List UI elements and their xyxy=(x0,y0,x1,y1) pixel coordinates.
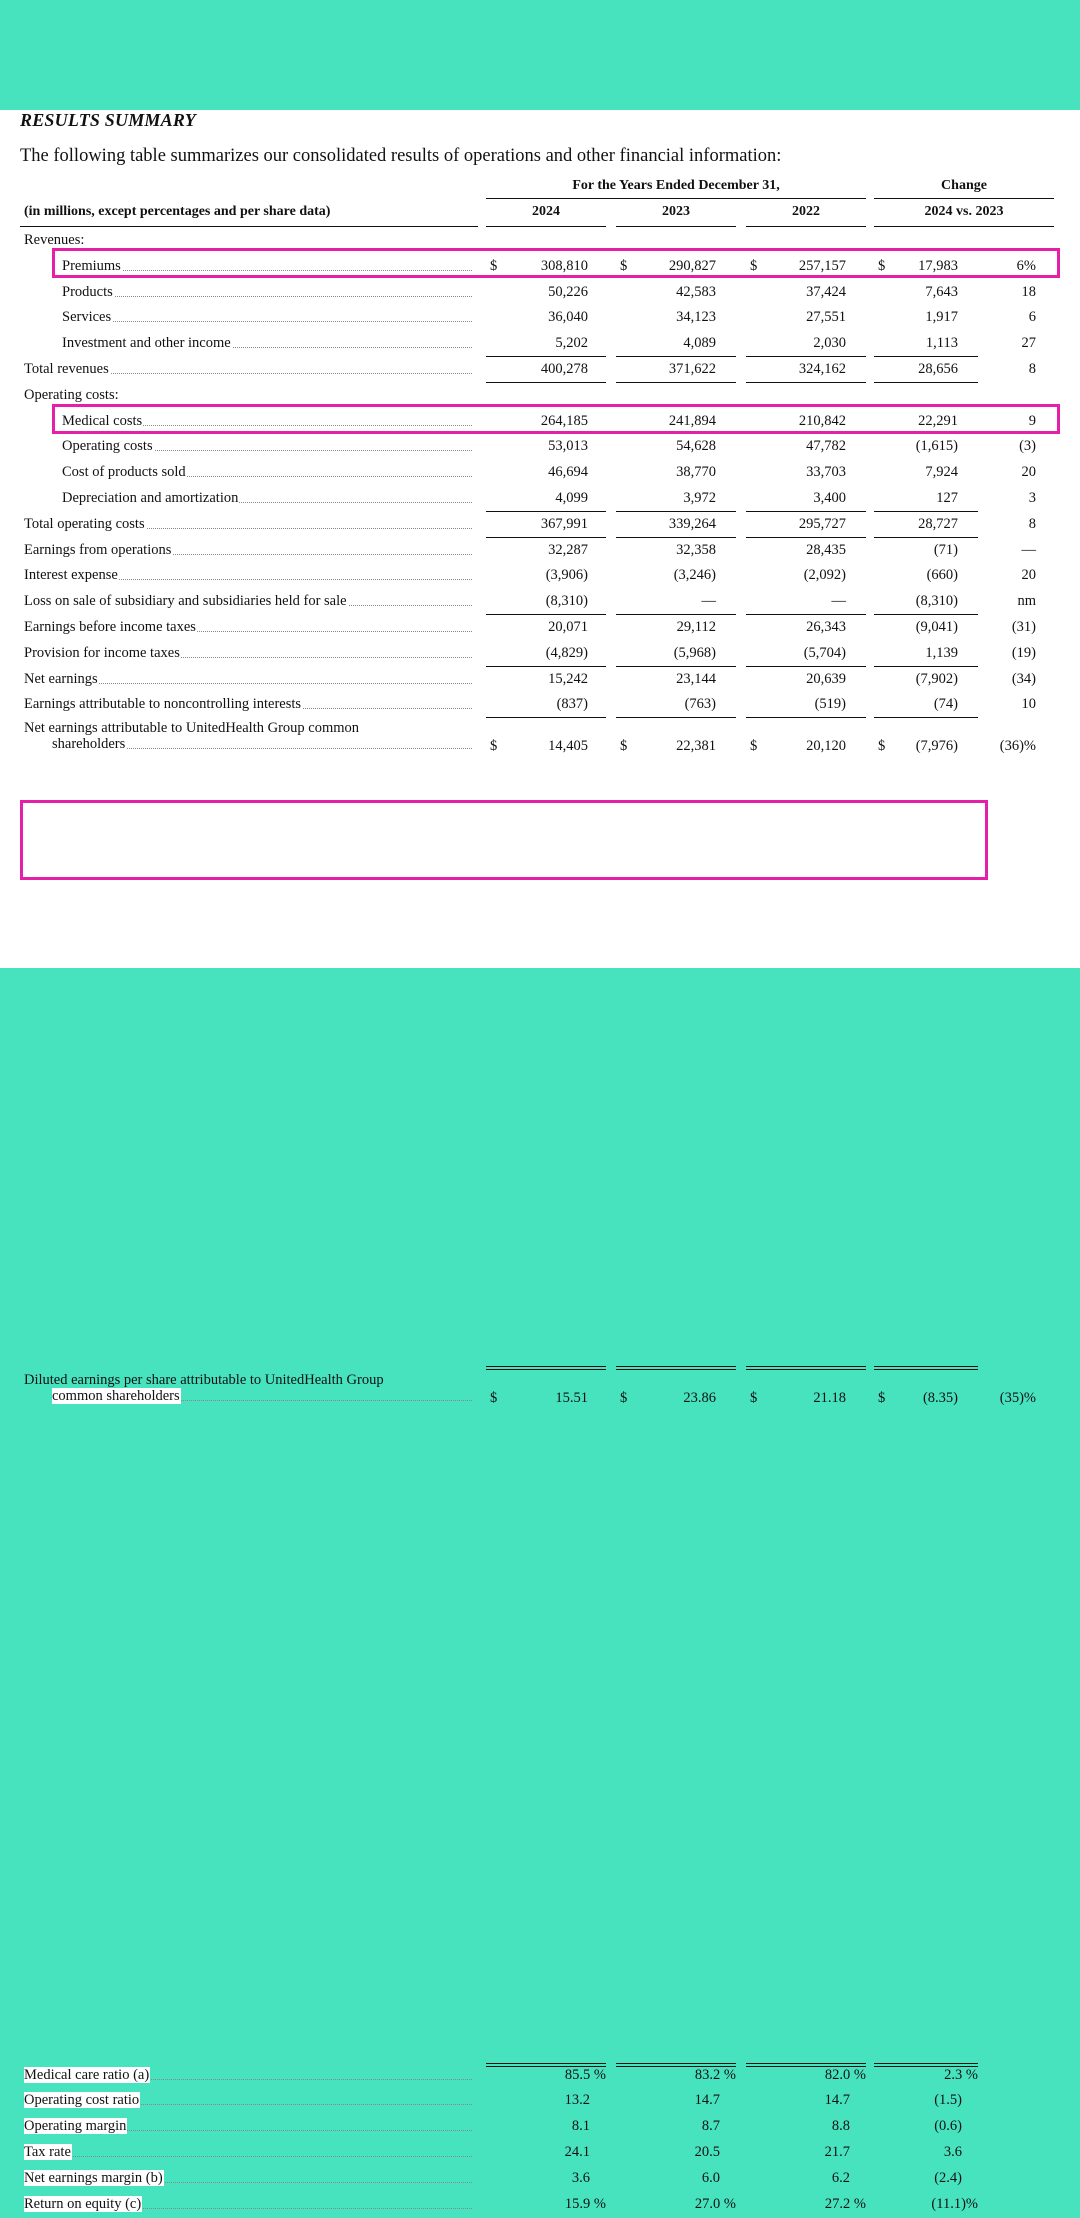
table-row xyxy=(0,667,1080,693)
cell-1: 38,770 xyxy=(676,464,716,481)
table-row-diluted-eps xyxy=(0,1370,1080,2212)
cell-2: — xyxy=(831,593,846,610)
cell-1: 8.7 xyxy=(701,2118,720,2135)
cell-4: 9 xyxy=(1028,412,1036,429)
cell-0: 264,185 xyxy=(540,412,588,429)
row-label-text: Depreciation and amortization xyxy=(62,490,239,506)
cell-0: 400,278 xyxy=(540,361,588,377)
table-row-ratio xyxy=(0,2114,1080,2140)
cell-3: (660) xyxy=(926,567,958,584)
cell-4: (35)% xyxy=(999,1390,1036,1407)
cell-0: (3,906) xyxy=(545,567,588,584)
cell-1: 42,583 xyxy=(676,283,716,300)
row-label-text: Medical costs xyxy=(62,412,143,429)
cell-4: (34) xyxy=(1011,670,1036,687)
row-label xyxy=(24,2092,472,2109)
cell-1: 4,089 xyxy=(683,335,716,352)
cell-1: 54,628 xyxy=(676,438,716,455)
header-rule-2023 xyxy=(616,226,736,227)
cell-4: 8 xyxy=(1028,515,1036,532)
cell-0: (837) xyxy=(556,696,588,713)
cell-2: 2,030 xyxy=(813,335,846,352)
cell-1: 6.0 xyxy=(701,2169,720,2186)
cell-0: 50,226 xyxy=(548,283,588,300)
header-period: For the Years Ended December 31, xyxy=(572,178,780,193)
cell-4: (31) xyxy=(1011,619,1036,635)
highlight-medical-costs xyxy=(52,404,1060,434)
header-2023: 2023 xyxy=(662,204,690,219)
table-row xyxy=(0,460,1080,486)
cell-0: 32,287 xyxy=(548,541,588,558)
cell-3: 1,917 xyxy=(925,309,958,326)
cell-1: 83.2 % xyxy=(694,2066,736,2083)
header-2022: 2022 xyxy=(792,204,820,219)
header-rule-change xyxy=(874,226,1054,227)
leader-dots xyxy=(62,296,472,297)
cell-4: 20 xyxy=(1021,567,1036,584)
cell-1: 20.5 xyxy=(694,2143,720,2160)
table-row xyxy=(0,280,1080,306)
cell-3: 17,983 xyxy=(918,257,958,274)
cell-0: 15.9 % xyxy=(564,2195,606,2212)
row-label-text: common shareholders xyxy=(52,1388,180,1405)
row-label xyxy=(24,567,472,584)
cell-0: 46,694 xyxy=(548,464,588,481)
cell-4: 6 xyxy=(1028,309,1036,326)
row-label-text: Investment and other income xyxy=(62,335,231,352)
cell-4: 6% xyxy=(1016,257,1036,274)
cell-2: 37,424 xyxy=(806,283,846,300)
table-row-net-earnings-ugh xyxy=(0,718,1080,2212)
row-label xyxy=(62,464,472,481)
row-label-text: Premiums xyxy=(62,257,121,274)
cell-1: 290,827 xyxy=(668,257,716,274)
cell-1: 32,358 xyxy=(676,541,716,558)
cell-1: 23.86 xyxy=(683,1390,716,1407)
header-2024: 2024 xyxy=(532,204,560,219)
row-label-text: Earnings before income taxes xyxy=(24,619,196,635)
currency-symbol: $ xyxy=(490,738,498,755)
bottom-band xyxy=(0,968,1080,1080)
double-rule xyxy=(616,1366,736,1367)
row-label-text: Products xyxy=(62,283,113,300)
cell-3: (7,976) xyxy=(915,738,958,755)
cell-1: 29,112 xyxy=(676,619,716,635)
table-row xyxy=(0,692,1080,718)
cell-2: 82.0 % xyxy=(824,2066,866,2083)
cell-3: (9,041) xyxy=(915,619,958,635)
cell-3: 7,924 xyxy=(925,464,958,481)
row-label-text: Operating margin xyxy=(24,2118,127,2135)
row-label xyxy=(24,619,472,636)
cell-3: 28,727 xyxy=(918,515,958,532)
cell-0: 367,991 xyxy=(540,515,588,532)
cell-0: 36,040 xyxy=(548,309,588,326)
row-label xyxy=(62,335,472,352)
cell-0: 3.6 xyxy=(571,2169,590,2186)
cell-2: 21.7 xyxy=(824,2143,850,2160)
row-label-text: Operating cost ratio xyxy=(24,2092,140,2109)
cell-3: (1.5) xyxy=(934,2092,962,2109)
leader-dots xyxy=(24,2156,472,2157)
cell-3: 3.6 xyxy=(943,2143,962,2160)
row-label-text: Operating costs xyxy=(62,438,153,455)
cell-4: nm xyxy=(1017,593,1036,610)
cell-3: (8,310) xyxy=(915,593,958,610)
table-row-ratio xyxy=(0,2088,1080,2114)
row-label xyxy=(24,232,472,249)
cell-1: (5,968) xyxy=(673,644,716,661)
cell-2: 8.8 xyxy=(831,2118,850,2135)
row-label xyxy=(24,2196,472,2213)
cell-1: 22,381 xyxy=(676,738,716,755)
currency-symbol: $ xyxy=(490,257,498,274)
table-row-ratio xyxy=(0,2166,1080,2192)
cell-0: 5,202 xyxy=(555,335,588,352)
row-label-line1: Diluted earnings per share attributable to UnitedHealth Group xyxy=(24,1372,384,1389)
cell-2: 257,157 xyxy=(798,257,846,274)
cell-4: 27 xyxy=(1021,335,1036,352)
row-label xyxy=(24,516,472,533)
row-label xyxy=(62,490,472,507)
currency-symbol: $ xyxy=(750,738,758,755)
cell-3: (7,902) xyxy=(915,670,958,687)
cell-3: 1,113 xyxy=(925,335,958,352)
row-label xyxy=(24,387,472,404)
row-label-text: Revenues: xyxy=(24,232,85,248)
row-label-line2 xyxy=(52,1388,472,1405)
row-label xyxy=(24,361,472,378)
cell-2: (519) xyxy=(814,696,846,713)
cell-3: (71) xyxy=(933,541,958,558)
row-label xyxy=(24,671,472,688)
cell-4: 8 xyxy=(1028,361,1036,377)
cell-2: 324,162 xyxy=(798,361,846,377)
header-change-rule xyxy=(874,198,1054,199)
header-change-sub: 2024 vs. 2023 xyxy=(924,204,1004,219)
header-period-rule xyxy=(486,198,866,199)
table-row xyxy=(0,357,1080,383)
cell-1: 339,264 xyxy=(668,515,716,532)
cell-1: 27.0 % xyxy=(694,2195,736,2212)
cell-0: (4,829) xyxy=(545,644,588,661)
row-label-text: Earnings attributable to noncontrolling interests xyxy=(24,696,302,713)
row-label-text: Net earnings xyxy=(24,670,98,687)
highlight-premiums xyxy=(52,248,1060,278)
row-label-text: Cost of products sold xyxy=(62,464,186,481)
cell-3: 2.3 % xyxy=(944,2066,978,2083)
cell-4: 3 xyxy=(1028,490,1036,506)
cell-1: 34,123 xyxy=(676,309,716,326)
cell-4: (3) xyxy=(1019,438,1036,455)
cell-1: 371,622 xyxy=(668,361,716,377)
highlight-ratios xyxy=(20,800,988,880)
header-change: Change xyxy=(941,178,987,193)
cell-3: 1,139 xyxy=(925,644,958,661)
row-label-line2 xyxy=(52,736,472,753)
cell-2: 210,842 xyxy=(798,412,846,429)
cell-4: 18 xyxy=(1021,283,1036,300)
cell-3: (2.4) xyxy=(934,2169,962,2186)
row-label-text: Interest expense xyxy=(24,567,118,584)
cell-0: 85.5 % xyxy=(564,2066,606,2083)
cell-0: 13.2 xyxy=(564,2092,590,2109)
header-rule-2022 xyxy=(746,226,866,227)
row-label-text: Net earnings margin (b) xyxy=(24,2169,163,2186)
cell-3: (8.35) xyxy=(922,1390,958,1407)
cell-2: 28,435 xyxy=(806,541,846,558)
cell-2: 21.18 xyxy=(813,1390,846,1407)
cell-3: 22,291 xyxy=(918,412,958,429)
cell-0: 20,071 xyxy=(548,619,588,635)
table-row xyxy=(0,641,1080,667)
cell-4: — xyxy=(1021,541,1036,558)
section-title: RESULTS SUMMARY xyxy=(20,110,196,130)
header-rule-units xyxy=(20,226,478,227)
cell-0: 8.1 xyxy=(571,2118,590,2135)
cell-2: 295,727 xyxy=(798,515,846,532)
cell-0: 24.1 xyxy=(564,2143,590,2160)
leader-dots xyxy=(62,321,472,322)
cell-0: 14,405 xyxy=(548,738,588,755)
table-row-ratio xyxy=(0,2192,1080,2218)
currency-symbol: $ xyxy=(620,738,628,755)
cell-3: (0.6) xyxy=(934,2118,962,2135)
row-label-text: shareholders xyxy=(52,736,126,753)
cell-2: 33,703 xyxy=(806,464,846,481)
cell-2: 14.7 xyxy=(824,2092,850,2109)
row-label-text: Total revenues xyxy=(24,361,109,377)
table-row xyxy=(0,563,1080,589)
cell-2: 27.2 % xyxy=(824,2195,866,2212)
cell-1: 23,144 xyxy=(676,670,716,687)
cell-4: (19) xyxy=(1011,644,1036,661)
cell-3: 127 xyxy=(936,490,958,506)
cell-4: 10 xyxy=(1021,696,1036,713)
currency-symbol: $ xyxy=(878,738,886,755)
cell-1: — xyxy=(701,593,716,610)
cell-1: (763) xyxy=(684,696,716,713)
cell-3: (1,615) xyxy=(915,438,958,455)
cell-0: 15.51 xyxy=(555,1390,588,1407)
cell-2: 20,120 xyxy=(806,738,846,755)
currency-symbol: $ xyxy=(878,1390,886,1407)
currency-symbol: $ xyxy=(490,1390,498,1407)
cell-2: 26,343 xyxy=(806,619,846,635)
row-label xyxy=(24,542,472,559)
row-label xyxy=(24,2067,472,2084)
cell-2: (5,704) xyxy=(803,644,846,661)
cell-2: (2,092) xyxy=(803,567,846,584)
row-label-text: Operating costs: xyxy=(24,386,119,403)
table-row xyxy=(0,512,1080,538)
table-row-ratio xyxy=(0,2140,1080,2166)
row-label xyxy=(62,284,472,301)
row-label-text: Loss on sale of subsidiary and subsidiaries held for sale xyxy=(24,593,347,610)
cell-2: 20,639 xyxy=(806,670,846,687)
row-label xyxy=(24,593,472,610)
double-rule xyxy=(874,1366,978,1367)
table-row xyxy=(0,305,1080,331)
cell-0: (8,310) xyxy=(545,593,588,610)
cell-3: 28,656 xyxy=(918,361,958,377)
row-label xyxy=(24,2144,472,2161)
cell-0: 308,810 xyxy=(540,257,588,274)
table-row-ratio xyxy=(0,2063,1080,2089)
cell-3: (74) xyxy=(933,696,958,713)
cell-3: (11.1)% xyxy=(931,2195,978,2212)
cell-0: 15,242 xyxy=(548,670,588,687)
top-band xyxy=(0,0,1080,110)
currency-symbol: $ xyxy=(750,257,758,274)
row-label xyxy=(24,2170,472,2187)
table-row xyxy=(0,486,1080,512)
header-units: (in millions, except percentages and per share data) xyxy=(24,204,331,219)
document-page xyxy=(0,110,1080,2212)
table-row xyxy=(0,434,1080,460)
row-label-text: Services xyxy=(62,309,112,326)
table-row xyxy=(0,589,1080,615)
row-label xyxy=(24,2118,472,2135)
cell-1: (3,246) xyxy=(673,567,716,584)
cell-1: 3,972 xyxy=(683,490,716,506)
double-rule xyxy=(746,1366,866,1367)
table-row xyxy=(0,538,1080,564)
cell-0: 4,099 xyxy=(555,490,588,506)
intro-text: The following table summarizes our consolidated results of operations and other financial information: xyxy=(20,146,782,166)
currency-symbol: $ xyxy=(750,1390,758,1407)
cell-0: 53,013 xyxy=(548,438,588,455)
header-rule-2024 xyxy=(486,226,606,227)
row-label xyxy=(62,438,472,455)
table-row xyxy=(0,615,1080,641)
row-label-text: Medical care ratio (a) xyxy=(24,2066,150,2083)
cell-2: 27,551 xyxy=(806,309,846,326)
cell-3: 7,643 xyxy=(925,283,958,300)
cell-4: 20 xyxy=(1021,464,1036,481)
row-label-text: Earnings from operations xyxy=(24,541,172,558)
double-rule xyxy=(486,1366,606,1367)
row-label-text: Tax rate xyxy=(24,2143,71,2160)
currency-symbol: $ xyxy=(878,257,886,274)
cell-4: (36)% xyxy=(999,738,1036,755)
row-label xyxy=(62,309,472,326)
row-label-line1: Net earnings attributable to UnitedHealth Group common xyxy=(24,720,360,737)
cell-2: 3,400 xyxy=(813,490,846,506)
cell-2: 47,782 xyxy=(806,438,846,455)
row-label xyxy=(24,696,472,713)
currency-symbol: $ xyxy=(620,1390,628,1407)
table-row xyxy=(0,331,1080,357)
cell-1: 241,894 xyxy=(668,412,716,429)
row-label-text: Provision for income taxes xyxy=(24,644,180,661)
row-label-text: Return on equity (c) xyxy=(24,2195,142,2212)
cell-1: 14.7 xyxy=(694,2092,720,2109)
row-label xyxy=(24,645,472,662)
cell-2: 6.2 xyxy=(831,2169,850,2186)
currency-symbol: $ xyxy=(620,257,628,274)
row-label-text: Total operating costs xyxy=(24,515,145,532)
